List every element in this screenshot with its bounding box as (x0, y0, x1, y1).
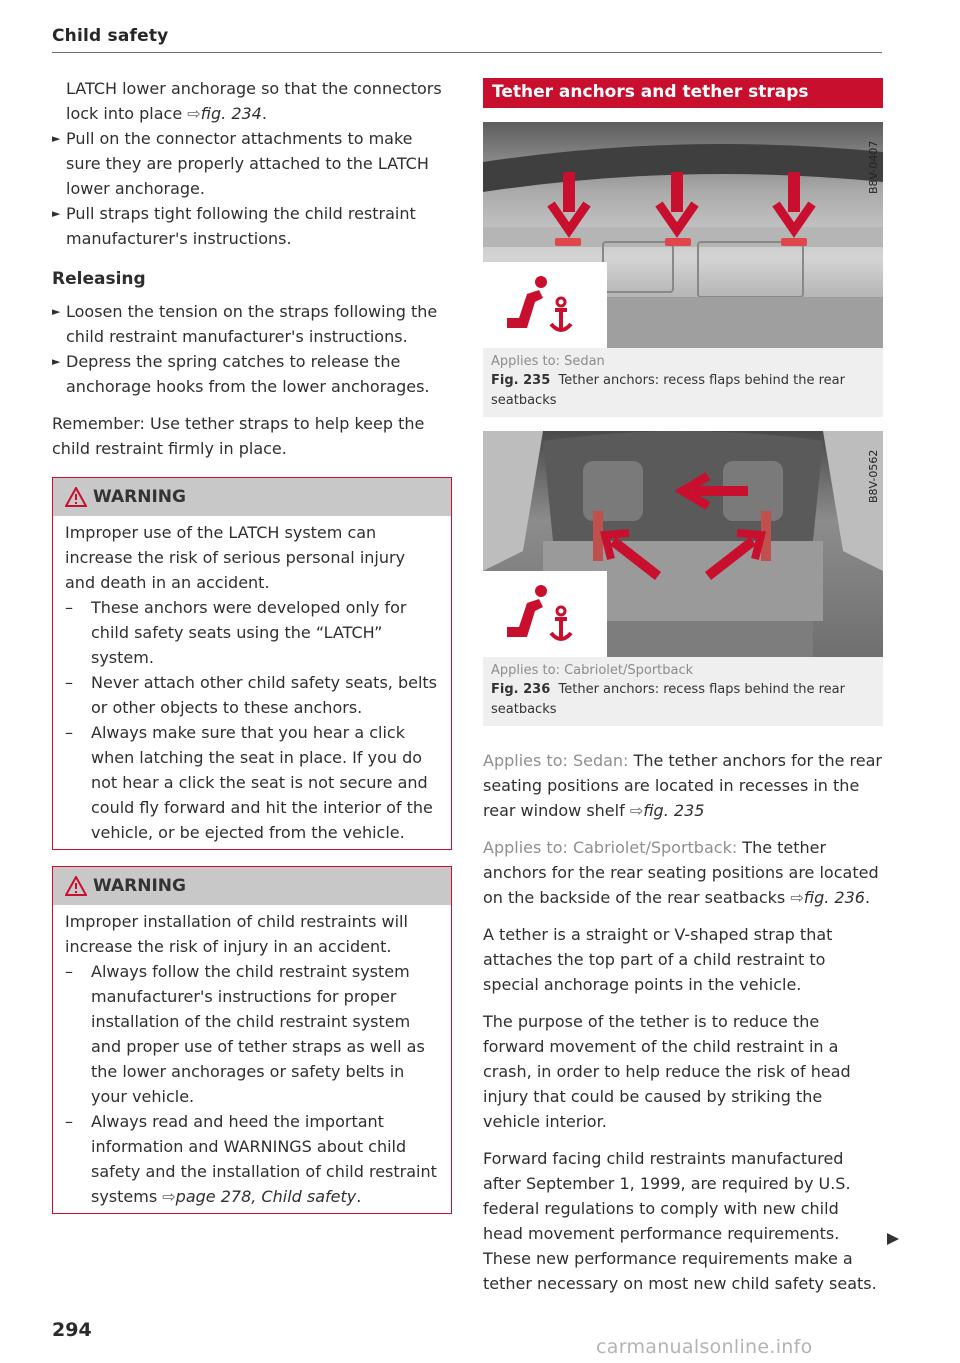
list-item: – Always follow the child restraint system manufacturer's instructions for proper installation of the child restraint system and proper use of tether straps as well as the lower anchorages or safety belts in your vehicle. (65, 962, 425, 1106)
header-divider (52, 52, 882, 53)
fig-235-caption: Applies to: Sedan Fig. 235 Tether anchors: recess flaps behind the rear seatbacks (491, 354, 845, 408)
intro-line1: LATCH lower anchorage so that the connectors (66, 79, 442, 98)
right-column (483, 78, 883, 1296)
figure-236 (483, 431, 883, 726)
releasing-heading: Releasing (52, 269, 146, 289)
section-title-bar (483, 78, 883, 108)
fig-235-image (483, 122, 883, 348)
warning-body (53, 905, 451, 1213)
figure-235 (483, 122, 883, 417)
continue-arrow-icon (886, 1232, 900, 1246)
list-item: – Always read and heed the important information and WARNINGS about child safety and the installation of child restraint systems ⇨page 278, Child safety. (65, 1112, 437, 1206)
bullet-icon: ► (52, 207, 61, 220)
watermark: carmanualsonline.info (596, 1336, 813, 1358)
tether-definition-paragraph: A tether is a straight or V-shaped strap that attaches the top part of a child restraint to special anchorage points in the vehicle. (483, 925, 833, 994)
bullet-icon: ► (52, 132, 61, 145)
warning-intro: Improper use of the LATCH system can increase the risk of serious personal injury and death in an accident. (65, 523, 406, 592)
ref-arrow-icon: ⇨ (790, 888, 804, 907)
cabriolet-paragraph: Applies to: Cabriolet/Sportback: The tether anchors for the rear seating positions are located on the backside of the rear seatbacks ⇨fig. 236. (483, 838, 879, 907)
fig-235-link[interactable]: fig. 235 (643, 801, 705, 820)
child-seat-anchor-icon (483, 262, 607, 348)
figure-code: B8V-0407 (867, 140, 880, 194)
figure-code: B8V-0562 (867, 449, 880, 503)
list-item: – Always make sure that you hear a click when latching the seat in place. If you do not hear a click the seat is not secure and could fly forward and hit the interior of the vehicle, or be ejected from the vehicle. (65, 723, 433, 842)
intro-paragraph: LATCH lower anchorage so that the connectors lock into place ⇨fig. 234. (66, 79, 442, 123)
warning-triangle-icon (65, 487, 87, 507)
tether-purpose-paragraph: The purpose of the tether is to reduce the forward movement of the child restraint in a crash, in order to help reduce the risk of head injury that could be caused by striking the vehicle interior. (483, 1012, 851, 1131)
page-number: 294 (52, 1319, 92, 1341)
warning-header (53, 478, 451, 516)
bullet-icon: ► (52, 305, 61, 318)
section-title: Tether anchors and tether straps (492, 82, 809, 102)
warning-box-installation (52, 866, 452, 1214)
ref-arrow-icon: ⇨ (629, 801, 644, 820)
warning-box-latch (52, 477, 452, 850)
warning-label: WARNING (93, 487, 186, 507)
list-item: ► Depress the spring catches to release the anchorage hooks from the lower anchorages. (52, 349, 452, 399)
warning-triangle-icon (65, 876, 87, 896)
page-header-title: Child safety (52, 26, 169, 46)
warning-body (53, 516, 451, 849)
list-item: – Never attach other child safety seats, belts or other objects to these anchors. (65, 673, 438, 717)
list-item: – These anchors were developed only for child safety seats using the “LATCH” system. (65, 598, 407, 667)
intro-line2: lock into place (66, 104, 188, 123)
left-column (52, 76, 452, 1214)
list-item: ► Pull straps tight following the child restraint manufacturer's instructions. (52, 201, 452, 251)
fig-234-link[interactable]: fig. 234 (200, 104, 262, 123)
fig-236-link[interactable]: fig. 236 (803, 888, 865, 907)
sportback-seatback-illustration (483, 431, 883, 657)
fig-236-caption: Applies to: Cabriolet/Sportback Fig. 236 Tether anchors: recess flaps behind the rear seatbacks (491, 663, 845, 717)
sedan-paragraph: Applies to: Sedan: The tether anchors for the rear seating positions are located in recesses in the rear window shelf ⇨fig. 235 (483, 751, 882, 820)
list-item: ► Loosen the tension on the straps following the child restraint manufacturer's instructions. (52, 299, 452, 349)
bullet-icon: ► (52, 355, 61, 368)
warning-intro: Improper installation of child restraints will increase the risk of injury in an accident. (65, 912, 408, 956)
remember-paragraph: Remember: Use tether straps to help keep the child restraint firmly in place. (52, 414, 425, 458)
page-278-link[interactable]: page 278, Child safety (175, 1187, 357, 1206)
ref-arrow-icon: ⇨ (162, 1187, 176, 1206)
list-item: ► Pull on the connector attachments to make sure they are properly attached to the LATCH lower anchorage. (52, 126, 452, 201)
ref-arrow-icon: ⇨ (187, 104, 201, 123)
warning-label: WARNING (93, 876, 186, 896)
regulation-paragraph: Forward facing child restraints manufactured after September 1, 1999, are required by U.S. federal regulations to comply with new child head movement performance requirements. These new performance requirements make a tether necessary on most new child safety seats. (483, 1149, 877, 1293)
sedan-rear-shelf-illustration (483, 122, 883, 348)
child-seat-anchor-icon (483, 571, 607, 657)
fig-236-image (483, 431, 883, 657)
warning-header (53, 867, 451, 905)
